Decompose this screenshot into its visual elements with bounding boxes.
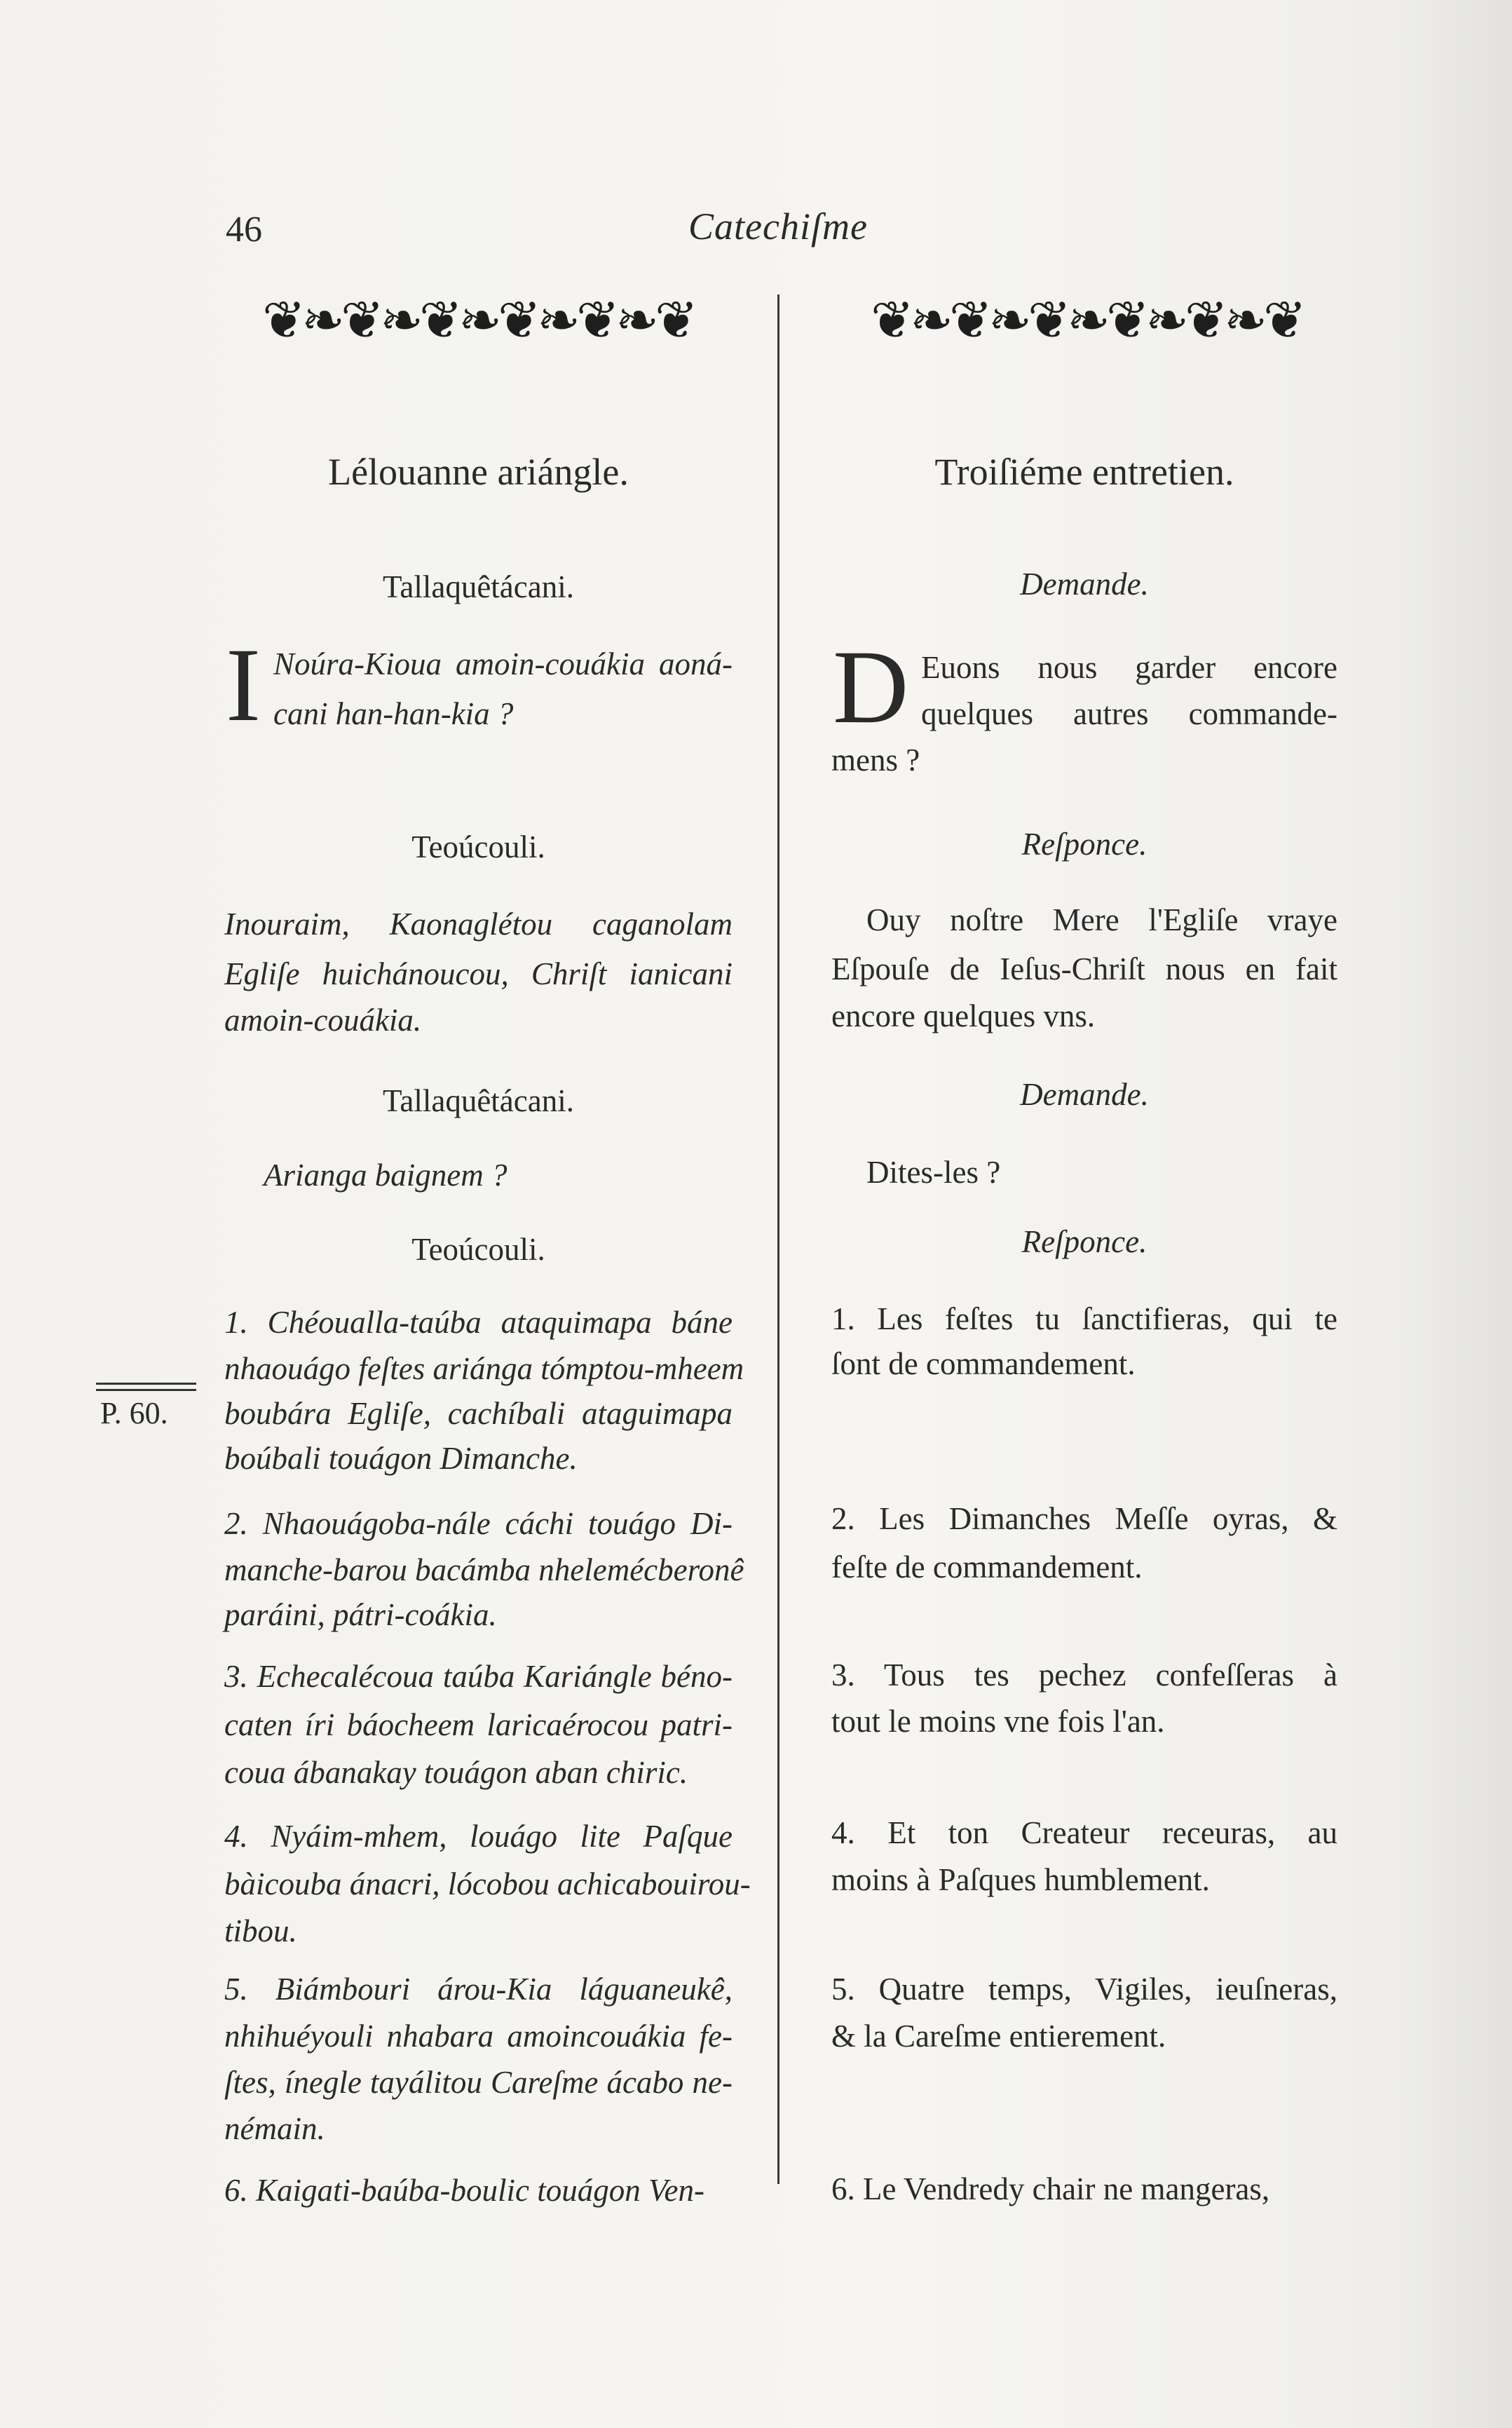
right-text-line: feſte de commandement.: [831, 1549, 1143, 1585]
right-ornament-band: ❦❧❦❧❦❧❦❧❦❧❦: [870, 293, 1303, 349]
left-text-line: 3. Echecalécoua taúba Kariángle béno-: [224, 1659, 733, 1694]
right-text-line: Dites-les ?: [866, 1155, 1001, 1190]
right-text-line: 1. Les feſtes tu ſanctifieras, qui te: [831, 1301, 1337, 1336]
right-text-line: Reſponce.: [1021, 1224, 1147, 1259]
margin-rule: [96, 1383, 196, 1385]
left-text-line: Teoúcouli.: [411, 829, 545, 864]
margin-rule: [96, 1389, 196, 1391]
left-text-line: nhihuéyouli nhabara amoincouákia fe-: [224, 2019, 733, 2054]
column-divider: [777, 294, 779, 2184]
right-text-line: 4. Et ton Createur receuras, au: [831, 1815, 1337, 1850]
right-text-line: Eſpouſe de Ieſus-Chriſt nous en fait: [831, 951, 1337, 986]
left-text-line: boubára Egliſe, cachíbali ataguimapa: [224, 1396, 733, 1431]
right-text-line: 6. Le Vendredy chair ne mangeras,: [831, 2171, 1270, 2206]
left-text-line: tibou.: [224, 1913, 297, 1948]
left-text-line: nhaouágo feſtes ariánga tómptou-mheem: [224, 1351, 744, 1386]
left-text-line: Teoúcouli.: [411, 1232, 545, 1267]
left-text-line: Noúra-Kioua amoin-couákia aoná-: [273, 646, 733, 681]
left-column-title: Lélouanne ariángle.: [328, 451, 629, 493]
left-text-line: 5. Biámbouri árou-Kia láguaneukê,: [224, 1972, 733, 2007]
left-text-line: 4. Nyáim-mhem, louágo lite Paſque: [224, 1819, 733, 1854]
left-text-line: manche-barou bacámba nhelemécberonê: [224, 1552, 744, 1587]
left-text-line: coua ábanakay touágon aban chiric.: [224, 1755, 688, 1790]
margin-page-reference: P. 60.: [100, 1396, 168, 1430]
right-text-line: quelques autres commande-: [921, 696, 1337, 731]
left-text-line: bàicouba ánacri, lócobou achicabouirou-: [224, 1866, 751, 1901]
drop-cap: D: [833, 629, 909, 745]
left-text-line: némain.: [224, 2111, 325, 2146]
right-text-line: 3. Tous tes pechez confeſſeras à: [831, 1657, 1337, 1693]
right-text-line: 5. Quatre temps, Vigiles, ieuſneras,: [831, 1972, 1337, 2007]
right-text-line: Demande.: [1020, 567, 1149, 602]
left-text-line: 2. Nhaouágoba-nále cáchi touágo Di-: [224, 1506, 733, 1541]
left-text-line: Egliſe huichánoucou, Chriſt ianicani: [224, 956, 733, 991]
right-text-line: Demande.: [1020, 1077, 1149, 1112]
left-text-line: 6. Kaigati-baúba-boulic touágon Ven-: [224, 2173, 704, 2208]
left-text-line: Arianga baignem ?: [264, 1158, 508, 1193]
right-text-line: 2. Les Dimanches Meſſe oyras, &: [831, 1501, 1337, 1536]
left-text-line: Inouraim, Kaonaglétou caganolam: [224, 907, 733, 942]
right-text-line: Ouy noſtre Mere l'Egliſe vraye: [866, 902, 1337, 937]
left-text-line: Tallaquêtácani.: [383, 1083, 574, 1118]
running-title: Catechiſme: [688, 205, 868, 247]
left-text-line: amoin-couákia.: [224, 1003, 422, 1038]
right-column-title: Troiſiéme entretien.: [934, 451, 1234, 493]
left-text-line: cani han-han-kia ?: [273, 696, 514, 731]
left-text-line: ſtes, ínegle tayálitou Careſme ácabo ne-: [224, 2065, 733, 2100]
right-text-line: Reſponce.: [1021, 827, 1147, 862]
right-text-line: moins à Paſques humblement.: [831, 1862, 1210, 1897]
left-text-line: caten íri báocheem laricaérocou patri-: [224, 1707, 733, 1742]
left-text-line: Tallaquêtácani.: [383, 569, 574, 604]
right-text-line: ſont de commandement.: [831, 1346, 1136, 1381]
right-text-line: Euons nous garder encore: [921, 650, 1337, 685]
left-text-line: boúbali touágon Dimanche.: [224, 1441, 578, 1476]
page-number: 46: [226, 210, 262, 250]
right-text-line: mens ?: [831, 742, 920, 778]
left-ornament-band: ❦❧❦❧❦❧❦❧❦❧❦: [261, 293, 695, 349]
right-text-line: encore quelques vns.: [831, 998, 1096, 1033]
left-text-line: paráini, pátri-coákia.: [224, 1597, 497, 1632]
left-text-line: 1. Chéoualla-taúba ataquimapa báne: [224, 1305, 733, 1340]
drop-cap: I: [226, 627, 261, 743]
right-text-line: tout le moins vne fois l'an.: [831, 1704, 1165, 1739]
right-text-line: & la Careſme entierement.: [831, 2019, 1166, 2054]
